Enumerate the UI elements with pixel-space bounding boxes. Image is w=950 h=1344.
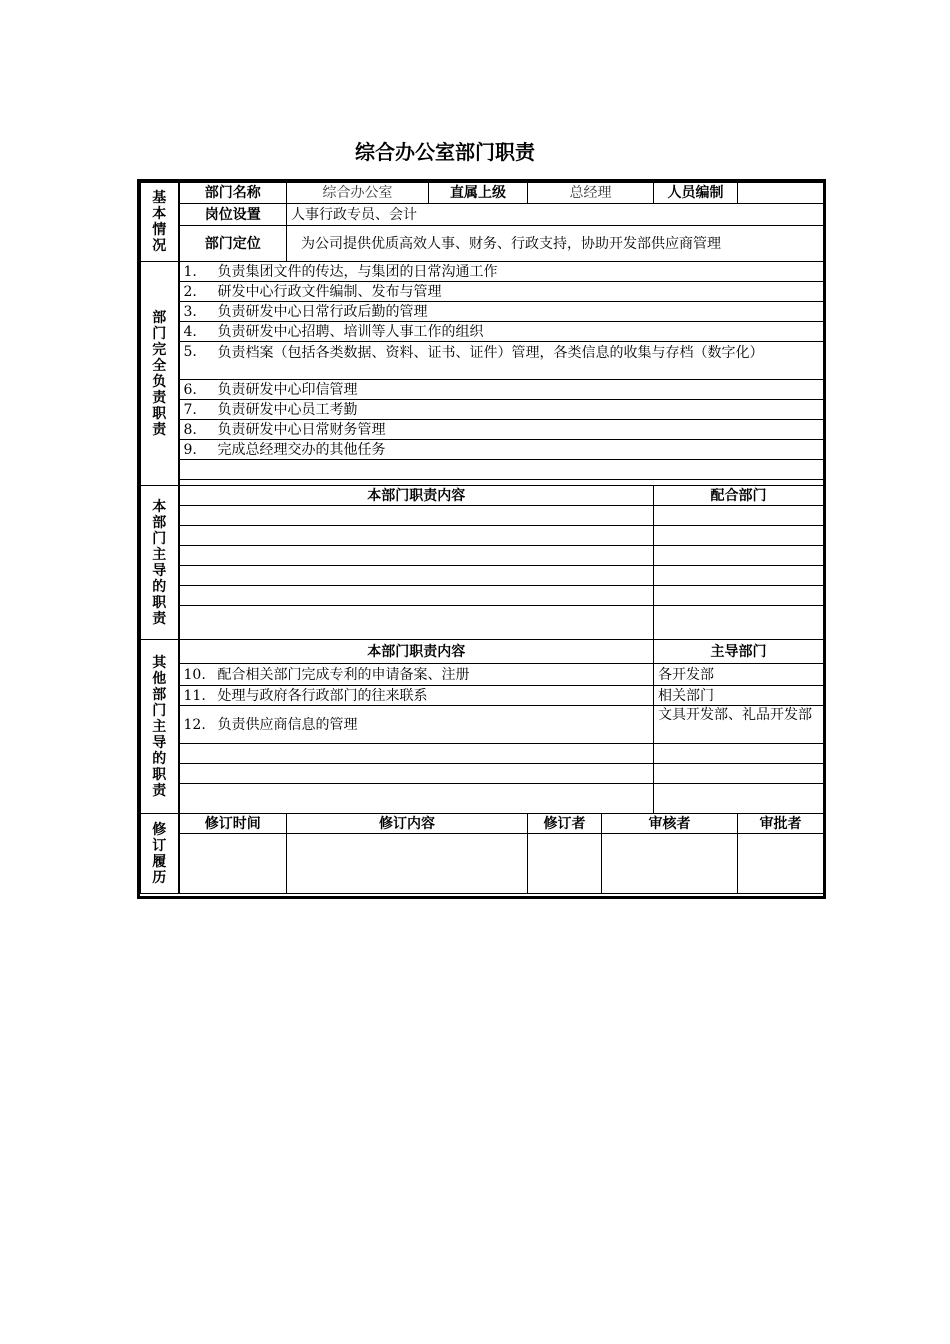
full-item: 7. 负责研发中心员工考勤 xyxy=(179,400,824,420)
lead-row xyxy=(141,546,824,566)
other-row xyxy=(141,664,824,686)
other-item: 11. 处理与政府各行政部门的往来联系 xyxy=(179,686,654,706)
empty-cell xyxy=(179,764,654,784)
full-item-row xyxy=(141,322,824,342)
full-item: 1. 负责集团文件的传达，与集团的日常沟通工作 xyxy=(179,262,824,282)
other-row xyxy=(141,744,824,764)
full-empty-row xyxy=(141,460,824,480)
basic-row-1 xyxy=(141,183,824,204)
dept-name-value: 综合办公室 xyxy=(287,183,429,204)
revision-col-reviser: 修订者 xyxy=(528,814,602,834)
empty-cell xyxy=(287,834,528,894)
full-item: 5. 负责档案（包括各类数据、资料、证书、证件）管理，各类信息的收集与存档（数字化） xyxy=(179,342,824,380)
full-item-row xyxy=(141,380,824,400)
full-item: 6. 负责研发中心印信管理 xyxy=(179,380,824,400)
basic-row-3 xyxy=(141,226,824,262)
revision-col-time: 修订时间 xyxy=(179,814,287,834)
full-item: 8. 负责研发中心日常财务管理 xyxy=(179,420,824,440)
lead-header-row xyxy=(141,486,824,506)
lead-row xyxy=(141,566,824,586)
empty-cell xyxy=(179,566,654,586)
posts-value: 人事行政专员、会计 xyxy=(287,204,824,226)
full-item: 3. 负责研发中心日常行政后勤的管理 xyxy=(179,302,824,322)
other-col-dept: 主导部门 xyxy=(654,640,824,664)
empty-cell xyxy=(179,586,654,606)
section-other-label: 其 他 部 门 主 导 的 职 责 xyxy=(141,640,179,814)
headcount-label: 人员编制 xyxy=(654,183,738,204)
basic-row-2 xyxy=(141,204,824,226)
duty-form xyxy=(137,179,826,899)
lead-row xyxy=(141,606,824,640)
empty-cell xyxy=(179,834,287,894)
section-full-label: 部 门 完 全 负 责 职 责 xyxy=(141,262,179,486)
section-lead-label: 本 部 门 主 导 的 职 责 xyxy=(141,486,179,640)
posts-label: 岗位设置 xyxy=(179,204,287,226)
full-item: 2. 研发中心行政文件编制、发布与管理 xyxy=(179,282,824,302)
other-header-row xyxy=(141,640,824,664)
lead-row xyxy=(141,586,824,606)
empty-cell xyxy=(179,744,654,764)
full-item: 4. 负责研发中心招聘、培训等人事工作的组织 xyxy=(179,322,824,342)
empty-cell xyxy=(179,460,824,480)
empty-cell xyxy=(179,546,654,566)
empty-cell xyxy=(654,606,824,640)
full-item-row xyxy=(141,440,824,460)
full-item-row xyxy=(141,282,824,302)
empty-cell xyxy=(528,834,602,894)
empty-cell xyxy=(179,506,654,526)
superior-label: 直属上级 xyxy=(429,183,528,204)
duty-table xyxy=(140,182,824,894)
other-row xyxy=(141,784,824,814)
empty-cell xyxy=(602,834,738,894)
empty-cell xyxy=(179,784,654,814)
other-item-dept: 各开发部 xyxy=(654,664,824,686)
lead-col-content: 本部门职责内容 xyxy=(179,486,654,506)
other-item: 10. 配合相关部门完成专利的申请备案、注册 xyxy=(179,664,654,686)
positioning-value: 为公司提供优质高效人事、财务、行政支持，协助开发部供应商管理 xyxy=(287,226,824,262)
empty-cell xyxy=(654,566,824,586)
section-revision-label: 修 订 履 历 xyxy=(141,814,179,894)
other-item-dept: 文具开发部、礼品开发部 xyxy=(654,706,824,744)
other-row xyxy=(141,686,824,706)
lead-row xyxy=(141,526,824,546)
full-item: 9. 完成总经理交办的其他任务 xyxy=(179,440,824,460)
full-item-row xyxy=(141,420,824,440)
revision-header-row xyxy=(141,814,824,834)
full-item-row xyxy=(141,302,824,322)
empty-cell xyxy=(654,546,824,566)
empty-cell xyxy=(738,834,824,894)
empty-cell xyxy=(654,586,824,606)
other-item-dept: 相关部门 xyxy=(654,686,824,706)
other-row xyxy=(141,764,824,784)
empty-cell xyxy=(179,606,654,640)
revision-col-auditor: 审核者 xyxy=(602,814,738,834)
dept-name-label: 部门名称 xyxy=(179,183,287,204)
full-item-row xyxy=(141,400,824,420)
page-title: 综合办公室部门职责 xyxy=(355,140,535,164)
empty-cell xyxy=(654,764,824,784)
section-basic-label: 基 本 情 况 xyxy=(141,183,179,262)
empty-cell xyxy=(654,784,824,814)
full-item-row xyxy=(141,262,824,282)
superior-value: 总经理 xyxy=(528,183,654,204)
lead-col-dept: 配合部门 xyxy=(654,486,824,506)
positioning-label: 部门定位 xyxy=(179,226,287,262)
full-item-row xyxy=(141,342,824,380)
other-item: 12. 负责供应商信息的管理 xyxy=(179,706,654,744)
revision-col-approver: 审批者 xyxy=(738,814,824,834)
revision-row xyxy=(141,834,824,894)
revision-col-content: 修订内容 xyxy=(287,814,528,834)
empty-cell xyxy=(654,744,824,764)
other-col-content: 本部门职责内容 xyxy=(179,640,654,664)
lead-row xyxy=(141,506,824,526)
empty-cell xyxy=(179,526,654,546)
headcount-value xyxy=(738,183,824,204)
other-row xyxy=(141,706,824,744)
empty-cell xyxy=(654,506,824,526)
empty-cell xyxy=(654,526,824,546)
